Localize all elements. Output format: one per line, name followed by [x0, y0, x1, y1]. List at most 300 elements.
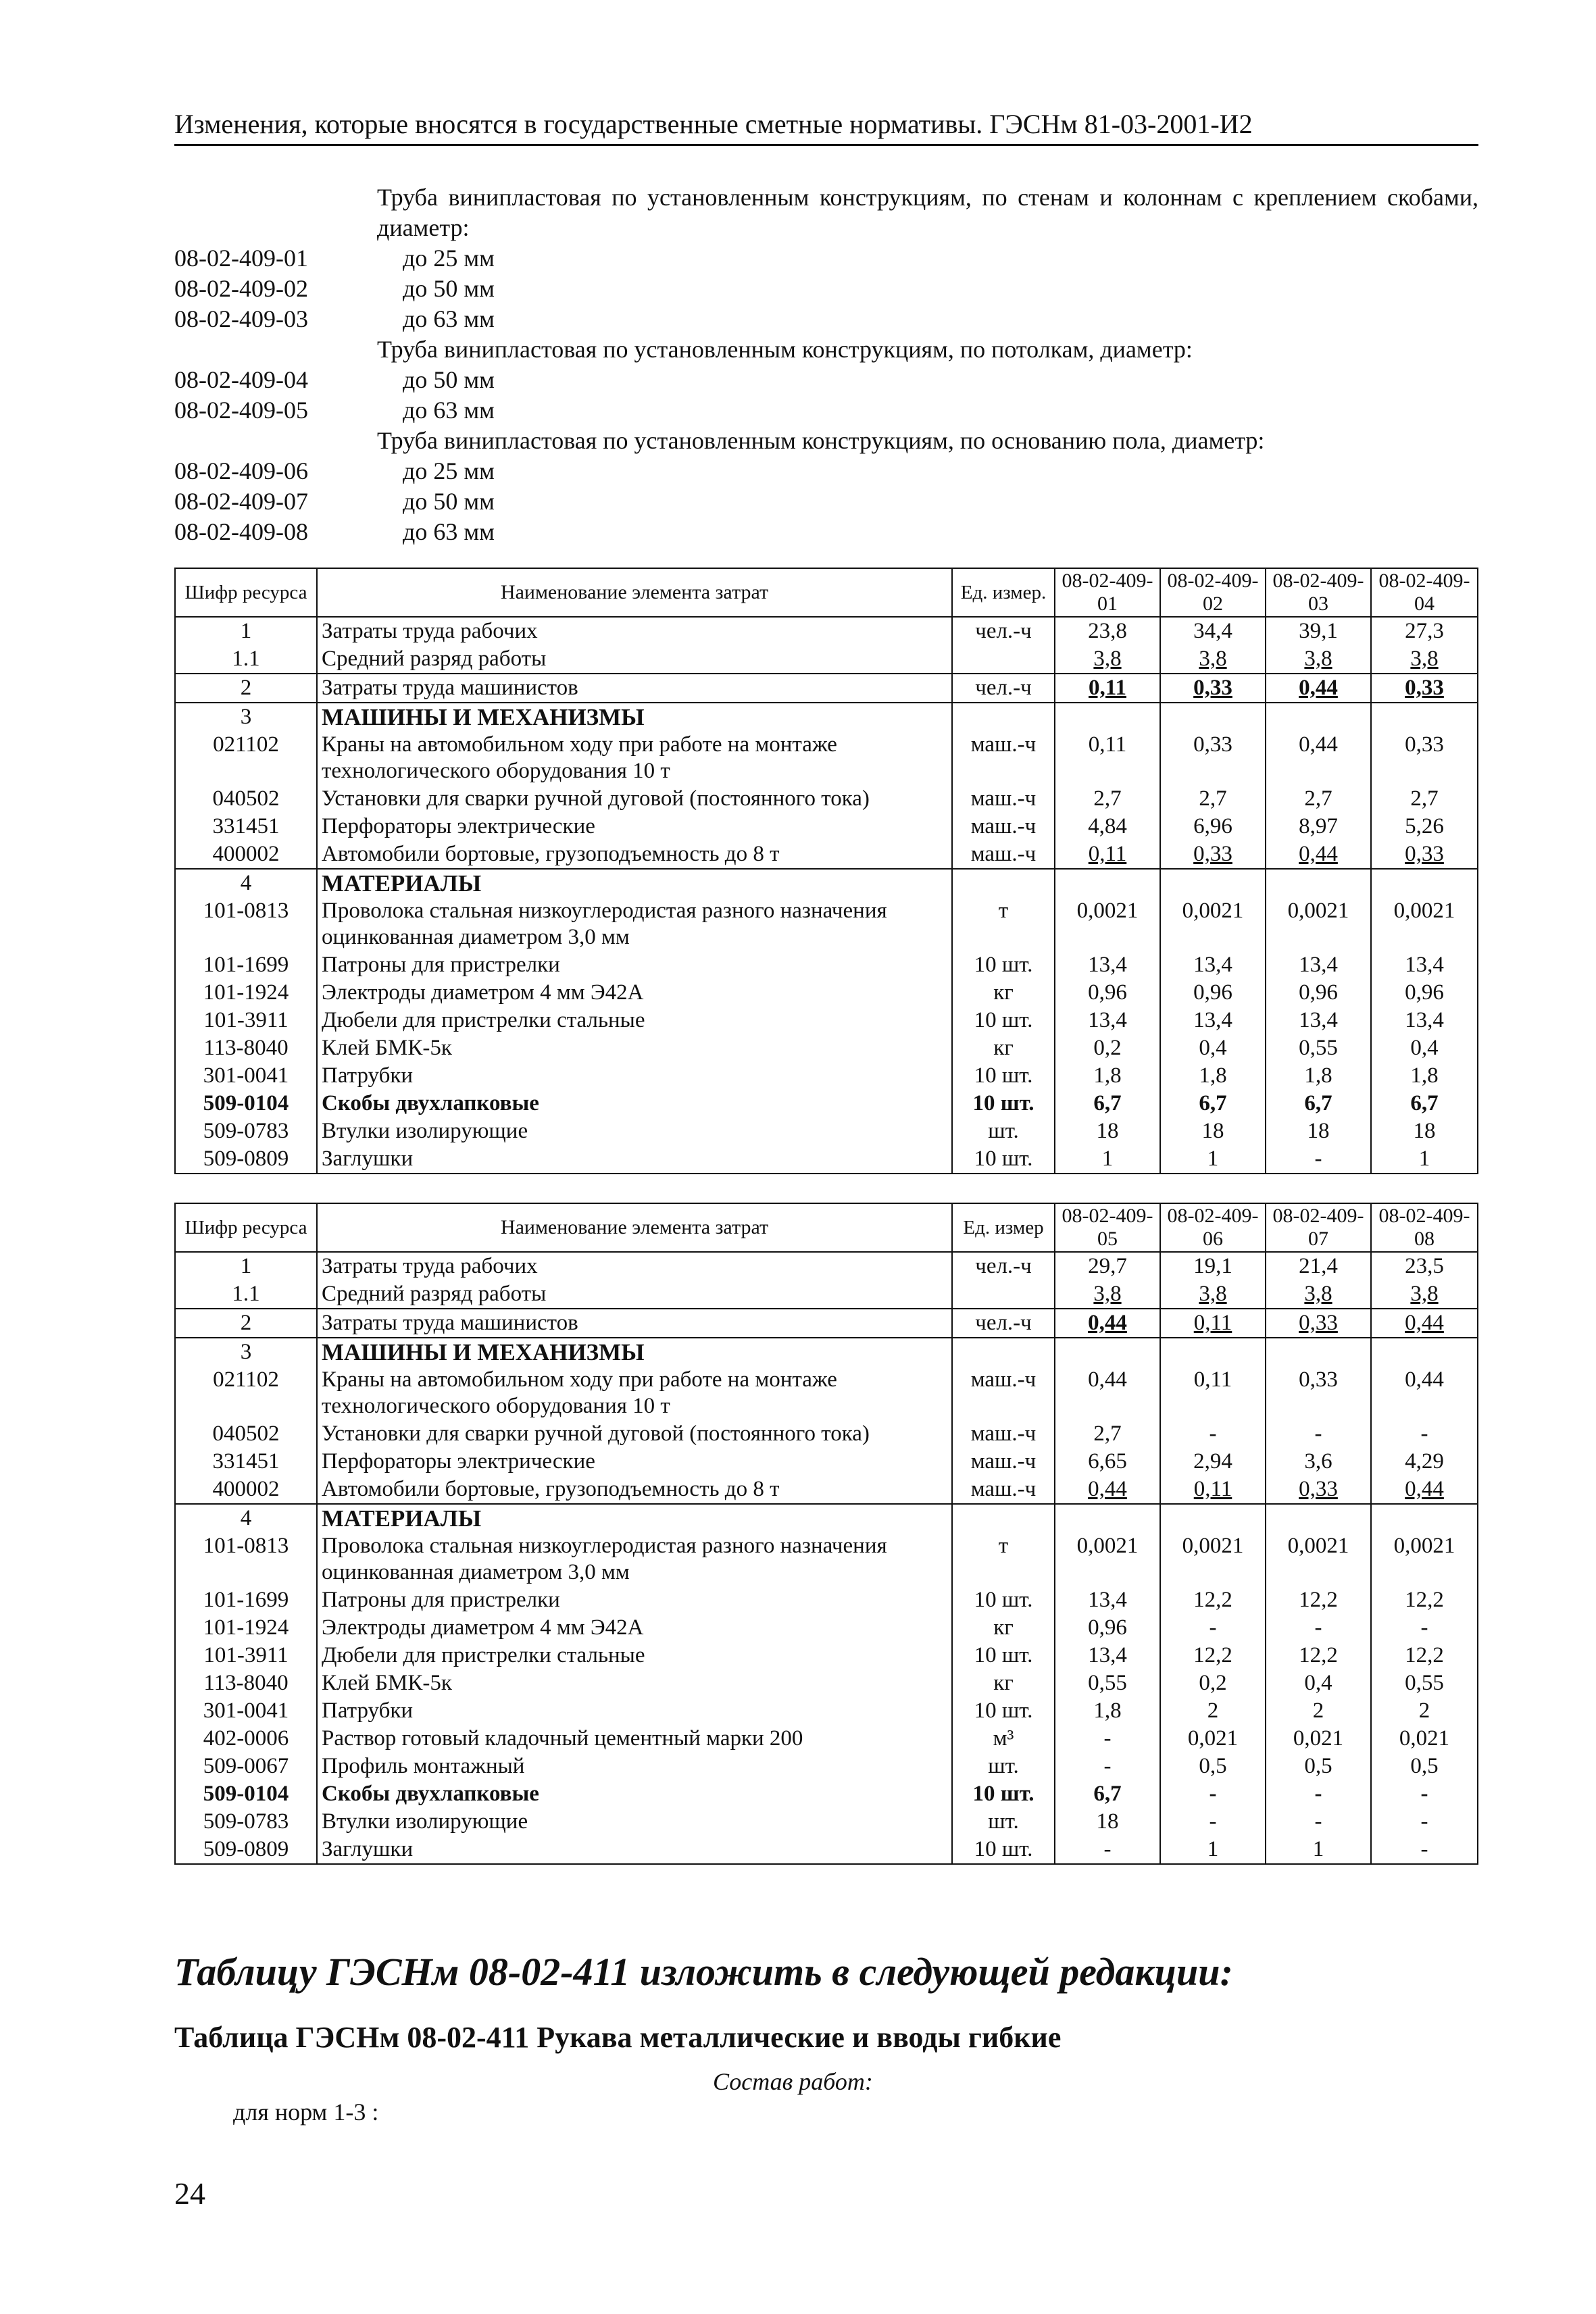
table-row — [175, 1808, 1478, 1836]
resource-description: до 63 мм — [403, 305, 495, 332]
resource-code-cell: 509-0067 — [175, 1753, 317, 1780]
cost-element-name: Проволока стальная низкоуглеродистая разного назначения оцинкованная диаметром 3,0 мм — [317, 897, 952, 951]
value-cell: 0,96 — [1055, 1614, 1160, 1642]
intro-row — [174, 456, 1478, 486]
table-row — [175, 897, 1478, 951]
resource-description: Труба винипластовая по установленным конструкциям, по стенам и колоннам с креплением скобами, диаметр: — [377, 184, 1478, 241]
value-cell: 0,021 — [1266, 1725, 1371, 1753]
value-cell: 13,4 — [1055, 1642, 1160, 1669]
unit-cell: чел.-ч — [952, 1252, 1055, 1280]
intro-row — [174, 334, 1478, 365]
value-cell: 13,4 — [1160, 1007, 1266, 1034]
unit-cell: маш.-ч — [952, 1476, 1055, 1504]
table-row — [175, 1280, 1478, 1309]
cost-element-name: Заглушки — [317, 1836, 952, 1864]
value-cell: 18 — [1160, 1117, 1266, 1145]
resource-code-cell: 1 — [175, 617, 317, 645]
unit-cell: 10 шт. — [952, 1062, 1055, 1090]
value-cell: - — [1371, 1780, 1478, 1808]
header-name: Наименование элемента затрат — [317, 1203, 952, 1252]
table-row — [175, 1669, 1478, 1697]
value-cell: 0,0021 — [1266, 897, 1371, 951]
value-cell: 0,11 — [1160, 1366, 1266, 1420]
cost-element-name: МАШИНЫ И МЕХАНИЗМЫ — [317, 1338, 952, 1366]
cost-element-name: Электроды диаметром 4 мм Э42А — [317, 1614, 952, 1642]
value-cell — [1266, 1338, 1371, 1366]
cost-element-name: Заглушки — [317, 1145, 952, 1174]
value-cell: 3,8 — [1160, 645, 1266, 674]
resource-code-cell: 509-0809 — [175, 1836, 317, 1864]
resource-code-cell: 101-0813 — [175, 897, 317, 951]
intro-row — [174, 274, 1478, 304]
table-row — [175, 1338, 1478, 1366]
value-cell: 0,0021 — [1055, 1532, 1160, 1586]
value-cell: 6,7 — [1160, 1090, 1266, 1117]
value-cell: 0,0021 — [1160, 1532, 1266, 1586]
header-col-3: 08-02-409-03 — [1266, 568, 1371, 617]
cost-element-name: Профиль монтажный — [317, 1753, 952, 1780]
header-code: Шифр ресурса — [175, 568, 317, 617]
intro-row — [174, 517, 1478, 547]
table-row — [175, 1145, 1478, 1174]
value-cell: 0,4 — [1371, 1034, 1478, 1062]
value-cell: 0,2 — [1055, 1034, 1160, 1062]
header-unit: Ед. измер — [952, 1203, 1055, 1252]
value-cell: 13,4 — [1371, 1007, 1478, 1034]
table-row — [175, 1448, 1478, 1476]
value-cell: 0,4 — [1266, 1669, 1371, 1697]
value-cell: 0,33 — [1160, 674, 1266, 703]
cost-element-name: Электроды диаметром 4 мм Э42А — [317, 979, 952, 1007]
resource-description: до 25 мм — [403, 245, 495, 272]
value-cell: 39,1 — [1266, 617, 1371, 645]
value-cell: 0,33 — [1371, 731, 1478, 785]
table-row — [175, 617, 1478, 645]
cost-element-name: Патроны для пристрелки — [317, 1586, 952, 1614]
value-cell: 12,2 — [1266, 1586, 1371, 1614]
table-row — [175, 1697, 1478, 1725]
cost-element-name: Патроны для пристрелки — [317, 951, 952, 979]
value-cell: 2,7 — [1160, 785, 1266, 813]
table-row — [175, 674, 1478, 703]
value-cell: - — [1160, 1780, 1266, 1808]
cost-element-name: Перфораторы электрические — [317, 813, 952, 840]
resource-code: 08-02-409-03 — [174, 305, 308, 332]
value-cell: 6,7 — [1266, 1090, 1371, 1117]
value-cell: 6,65 — [1055, 1448, 1160, 1476]
resource-description: Труба винипластовая по установленным конструкциям, по основанию пола, диаметр: — [377, 427, 1265, 454]
table-row — [175, 1614, 1478, 1642]
resource-description: до 63 мм — [403, 397, 495, 424]
value-cell: 0,33 — [1266, 1476, 1371, 1504]
value-cell: 2 — [1266, 1697, 1371, 1725]
unit-cell: маш.-ч — [952, 731, 1055, 785]
cost-element-name: Затраты труда машинистов — [317, 1309, 952, 1338]
unit-cell: 10 шт. — [952, 1697, 1055, 1725]
norm-table-1 — [174, 568, 1478, 1174]
value-cell: 1,8 — [1160, 1062, 1266, 1090]
table-row — [175, 1532, 1478, 1586]
resource-code-cell: 021102 — [175, 1366, 317, 1420]
value-cell: 0,2 — [1160, 1669, 1266, 1697]
table-row — [175, 703, 1478, 731]
work-composition-label: Состав работ: — [713, 2068, 873, 2095]
resource-code-cell: 113-8040 — [175, 1034, 317, 1062]
value-cell: - — [1055, 1725, 1160, 1753]
value-cell: 0,96 — [1371, 979, 1478, 1007]
resource-description: до 63 мм — [403, 518, 495, 545]
unit-cell: 10 шт. — [952, 1780, 1055, 1808]
value-cell: 3,8 — [1266, 1280, 1371, 1309]
value-cell: 1 — [1160, 1836, 1266, 1864]
value-cell: 1 — [1371, 1145, 1478, 1174]
resource-code-cell: 509-0809 — [175, 1145, 317, 1174]
table-row — [175, 1007, 1478, 1034]
value-cell: 23,5 — [1371, 1252, 1478, 1280]
value-cell: 0,021 — [1160, 1725, 1266, 1753]
resource-code-cell: 021102 — [175, 731, 317, 785]
value-cell: 34,4 — [1160, 617, 1266, 645]
value-cell — [1160, 1504, 1266, 1532]
value-cell: 13,4 — [1055, 1586, 1160, 1614]
unit-cell — [952, 1504, 1055, 1532]
resource-code-cell: 1 — [175, 1252, 317, 1280]
value-cell: 6,7 — [1371, 1090, 1478, 1117]
resource-code-cell: 101-3911 — [175, 1642, 317, 1669]
header-col-2: 08-02-409-02 — [1160, 568, 1266, 617]
value-cell: 0,33 — [1266, 1366, 1371, 1420]
table-row — [175, 1725, 1478, 1753]
header-col-4: 08-02-409-08 — [1371, 1203, 1478, 1252]
value-cell: 12,2 — [1160, 1586, 1266, 1614]
value-cell — [1055, 869, 1160, 897]
value-cell: 3,8 — [1371, 1280, 1478, 1309]
unit-cell: маш.-ч — [952, 1448, 1055, 1476]
value-cell: 18 — [1055, 1808, 1160, 1836]
value-cell: 13,4 — [1266, 1007, 1371, 1034]
cost-element-name: Проволока стальная низкоуглеродистая разного назначения оцинкованная диаметром 3,0 мм — [317, 1532, 952, 1586]
unit-cell — [952, 703, 1055, 731]
table-row — [175, 813, 1478, 840]
value-cell: 3,8 — [1160, 1280, 1266, 1309]
resource-description: до 50 мм — [403, 488, 495, 515]
value-cell: 0,0021 — [1371, 897, 1478, 951]
resource-code — [174, 426, 377, 456]
value-cell: 0,11 — [1160, 1476, 1266, 1504]
value-cell — [1160, 703, 1266, 731]
value-cell: - — [1266, 1420, 1371, 1448]
value-cell: 0,44 — [1266, 840, 1371, 869]
value-cell: 23,8 — [1055, 617, 1160, 645]
resource-code: 08-02-409-06 — [174, 457, 308, 484]
unit-cell: чел.-ч — [952, 674, 1055, 703]
value-cell: - — [1160, 1614, 1266, 1642]
intro-row — [174, 182, 1478, 243]
value-cell: - — [1371, 1614, 1478, 1642]
value-cell: 2 — [1160, 1697, 1266, 1725]
value-cell: 0,0021 — [1371, 1532, 1478, 1586]
resource-code-cell: 3 — [175, 703, 317, 731]
resource-code: 08-02-409-08 — [174, 518, 308, 545]
resource-description: до 50 мм — [403, 275, 495, 302]
table-row — [175, 645, 1478, 674]
norm-table-2 — [174, 1203, 1478, 1865]
value-cell: - — [1371, 1836, 1478, 1864]
unit-cell: кг — [952, 1034, 1055, 1062]
cost-element-name: Автомобили бортовые, грузоподъемность до 8 т — [317, 1476, 952, 1504]
value-cell: - — [1266, 1145, 1371, 1174]
unit-cell: кг — [952, 979, 1055, 1007]
resource-code-cell: 040502 — [175, 1420, 317, 1448]
value-cell: 0,11 — [1160, 1309, 1266, 1338]
value-cell: 0,4 — [1160, 1034, 1266, 1062]
cost-element-name: Затраты труда машинистов — [317, 674, 952, 703]
value-cell: 2,7 — [1371, 785, 1478, 813]
table-row — [175, 979, 1478, 1007]
resource-code: 08-02-409-02 — [174, 275, 308, 302]
value-cell: 0,55 — [1266, 1034, 1371, 1062]
running-header: Изменения, которые вносятся в государственные сметные нормативы. ГЭСНм 81-03-2001-И2 — [174, 108, 1478, 146]
unit-cell: чел.-ч — [952, 617, 1055, 645]
value-cell: 1 — [1266, 1836, 1371, 1864]
cost-element-name: Затраты труда рабочих — [317, 617, 952, 645]
resource-code-cell: 4 — [175, 869, 317, 897]
value-cell — [1266, 1504, 1371, 1532]
header-col-2: 08-02-409-06 — [1160, 1203, 1266, 1252]
table-row — [175, 1836, 1478, 1864]
unit-cell: т — [952, 897, 1055, 951]
unit-cell: 10 шт. — [952, 951, 1055, 979]
header-code: Шифр ресурса — [175, 1203, 317, 1252]
intro-row — [174, 395, 1478, 426]
value-cell: 0,96 — [1055, 979, 1160, 1007]
unit-cell — [952, 1338, 1055, 1366]
cost-element-name: МАТЕРИАЛЫ — [317, 869, 952, 897]
resource-code-cell: 4 — [175, 1504, 317, 1532]
unit-cell: т — [952, 1532, 1055, 1586]
cost-element-name: Перфораторы электрические — [317, 1448, 952, 1476]
table-row — [175, 1504, 1478, 1532]
value-cell — [1055, 703, 1160, 731]
resource-code-cell: 331451 — [175, 813, 317, 840]
value-cell: 3,8 — [1371, 645, 1478, 674]
cost-element-name: Клей БМК-5к — [317, 1669, 952, 1697]
table-row — [175, 1753, 1478, 1780]
value-cell: 21,4 — [1266, 1252, 1371, 1280]
resource-code-cell: 1.1 — [175, 1280, 317, 1309]
value-cell: 12,2 — [1371, 1642, 1478, 1669]
table-title: Таблица ГЭСНм 08-02-411 Рукава металлические и вводы гибкие — [174, 2021, 1062, 2054]
resource-code-cell: 301-0041 — [175, 1062, 317, 1090]
value-cell: - — [1160, 1808, 1266, 1836]
value-cell — [1055, 1504, 1160, 1532]
table-row — [175, 1309, 1478, 1338]
resource-code: 08-02-409-05 — [174, 397, 308, 424]
header-col-1: 08-02-409-01 — [1055, 568, 1160, 617]
value-cell: - — [1266, 1808, 1371, 1836]
unit-cell — [952, 645, 1055, 674]
header-col-4: 08-02-409-04 — [1371, 568, 1478, 617]
value-cell: 0,44 — [1371, 1309, 1478, 1338]
table-row — [175, 1586, 1478, 1614]
value-cell: - — [1371, 1808, 1478, 1836]
value-cell: 5,26 — [1371, 813, 1478, 840]
resource-code-cell: 101-1924 — [175, 979, 317, 1007]
intro-row — [174, 365, 1478, 395]
value-cell: 0,33 — [1160, 731, 1266, 785]
norms-label: для норм 1-3 : — [233, 2098, 379, 2126]
header-name: Наименование элемента затрат — [317, 568, 952, 617]
table-row — [175, 1642, 1478, 1669]
table-row — [175, 1034, 1478, 1062]
value-cell: 0,96 — [1266, 979, 1371, 1007]
cost-element-name: Раствор готовый кладочный цементный марки 200 — [317, 1725, 952, 1753]
resource-code — [174, 334, 377, 365]
unit-cell: маш.-ч — [952, 785, 1055, 813]
cost-element-name: Патрубки — [317, 1062, 952, 1090]
unit-cell: кг — [952, 1669, 1055, 1697]
cost-element-name: Патрубки — [317, 1697, 952, 1725]
value-cell — [1371, 1338, 1478, 1366]
value-cell: 2 — [1371, 1697, 1478, 1725]
resource-code-cell: 301-0041 — [175, 1697, 317, 1725]
value-cell: 0,5 — [1266, 1753, 1371, 1780]
value-cell: 0,33 — [1266, 1309, 1371, 1338]
resource-code-cell: 2 — [175, 674, 317, 703]
value-cell: 1 — [1160, 1145, 1266, 1174]
value-cell: 1,8 — [1055, 1697, 1160, 1725]
value-cell: 0,96 — [1160, 979, 1266, 1007]
cost-element-name: Установки для сварки ручной дуговой (постоянного тока) — [317, 785, 952, 813]
value-cell: 0,11 — [1055, 731, 1160, 785]
resource-code-cell: 509-0104 — [175, 1780, 317, 1808]
cost-element-name: Втулки изолирующие — [317, 1117, 952, 1145]
cost-element-name: Автомобили бортовые, грузоподъемность до 8 т — [317, 840, 952, 869]
resource-code-cell: 101-1699 — [175, 951, 317, 979]
value-cell — [1055, 1338, 1160, 1366]
table-row — [175, 1252, 1478, 1280]
unit-cell: маш.-ч — [952, 1420, 1055, 1448]
unit-cell: 10 шт. — [952, 1090, 1055, 1117]
value-cell: 3,6 — [1266, 1448, 1371, 1476]
value-cell: 0,44 — [1266, 674, 1371, 703]
value-cell — [1371, 1504, 1478, 1532]
unit-cell: 10 шт. — [952, 1007, 1055, 1034]
resource-code: 08-02-409-04 — [174, 366, 308, 393]
resource-code-cell: 400002 — [175, 1476, 317, 1504]
value-cell: 18 — [1266, 1117, 1371, 1145]
intro-row — [174, 304, 1478, 334]
resource-code-cell: 101-1699 — [175, 1586, 317, 1614]
unit-cell — [952, 869, 1055, 897]
value-cell: 13,4 — [1371, 951, 1478, 979]
resource-code-cell: 113-8040 — [175, 1669, 317, 1697]
value-cell: - — [1371, 1420, 1478, 1448]
resource-description: до 25 мм — [403, 457, 495, 484]
value-cell: 3,8 — [1055, 1280, 1160, 1309]
value-cell: 1 — [1055, 1145, 1160, 1174]
value-cell: 1,8 — [1266, 1062, 1371, 1090]
value-cell: 12,2 — [1371, 1586, 1478, 1614]
table-row — [175, 1476, 1478, 1504]
value-cell: 0,44 — [1055, 1366, 1160, 1420]
unit-cell: чел.-ч — [952, 1309, 1055, 1338]
unit-cell: 10 шт. — [952, 1586, 1055, 1614]
table-row — [175, 1117, 1478, 1145]
value-cell: 6,96 — [1160, 813, 1266, 840]
table-row — [175, 1090, 1478, 1117]
table-row — [175, 1780, 1478, 1808]
cost-element-name: Средний разряд работы — [317, 645, 952, 674]
value-cell: 13,4 — [1266, 951, 1371, 979]
cost-element-name: Средний разряд работы — [317, 1280, 952, 1309]
resource-code-cell: 509-0783 — [175, 1808, 317, 1836]
resource-code-cell: 3 — [175, 1338, 317, 1366]
value-cell: 0,55 — [1371, 1669, 1478, 1697]
value-cell: 2,7 — [1266, 785, 1371, 813]
resource-code: 08-02-409-01 — [174, 245, 308, 272]
cost-element-name: Клей БМК-5к — [317, 1034, 952, 1062]
unit-cell: маш.-ч — [952, 840, 1055, 869]
unit-cell: 10 шт. — [952, 1145, 1055, 1174]
unit-cell: 10 шт. — [952, 1836, 1055, 1864]
unit-cell: кг — [952, 1614, 1055, 1642]
value-cell: 6,7 — [1055, 1090, 1160, 1117]
value-cell: 0,44 — [1055, 1476, 1160, 1504]
unit-cell — [952, 1280, 1055, 1309]
resource-code-cell: 400002 — [175, 840, 317, 869]
value-cell: 0,0021 — [1160, 897, 1266, 951]
intro-row — [174, 243, 1478, 274]
value-cell: 19,1 — [1160, 1252, 1266, 1280]
table-row — [175, 869, 1478, 897]
resource-code-list — [174, 182, 1478, 547]
cost-element-name: Скобы двухлапковые — [317, 1780, 952, 1808]
value-cell: - — [1055, 1836, 1160, 1864]
value-cell: 0,5 — [1160, 1753, 1266, 1780]
table-row — [175, 1420, 1478, 1448]
cost-element-name: Скобы двухлапковые — [317, 1090, 952, 1117]
value-cell: 13,4 — [1055, 1007, 1160, 1034]
cost-element-name: Втулки изолирующие — [317, 1808, 952, 1836]
cost-element-name: Затраты труда рабочих — [317, 1252, 952, 1280]
resource-description: Труба винипластовая по установленным конструкциям, по потолкам, диаметр: — [377, 336, 1193, 363]
cost-element-name: Дюбели для пристрелки стальные — [317, 1642, 952, 1669]
resource-code-cell: 509-0783 — [175, 1117, 317, 1145]
value-cell: 13,4 — [1055, 951, 1160, 979]
resource-code-cell: 101-1924 — [175, 1614, 317, 1642]
unit-cell: шт. — [952, 1117, 1055, 1145]
value-cell: 6,7 — [1055, 1780, 1160, 1808]
intro-row — [174, 426, 1478, 456]
table-row — [175, 840, 1478, 869]
value-cell: 0,44 — [1371, 1366, 1478, 1420]
resource-code-cell: 1.1 — [175, 645, 317, 674]
resource-code-cell: 402-0006 — [175, 1725, 317, 1753]
value-cell: - — [1160, 1420, 1266, 1448]
resource-code-cell: 331451 — [175, 1448, 317, 1476]
value-cell: 18 — [1055, 1117, 1160, 1145]
value-cell: 0,021 — [1371, 1725, 1478, 1753]
value-cell: - — [1266, 1614, 1371, 1642]
amendment-title: Таблицу ГЭСНм 08-02-411 изложить в следующей редакции: — [174, 1950, 1233, 1994]
table-row — [175, 1062, 1478, 1090]
value-cell: 2,7 — [1055, 785, 1160, 813]
value-cell: 12,2 — [1160, 1642, 1266, 1669]
value-cell — [1266, 869, 1371, 897]
resource-code-cell: 101-0813 — [175, 1532, 317, 1586]
resource-code-cell: 101-3911 — [175, 1007, 317, 1034]
